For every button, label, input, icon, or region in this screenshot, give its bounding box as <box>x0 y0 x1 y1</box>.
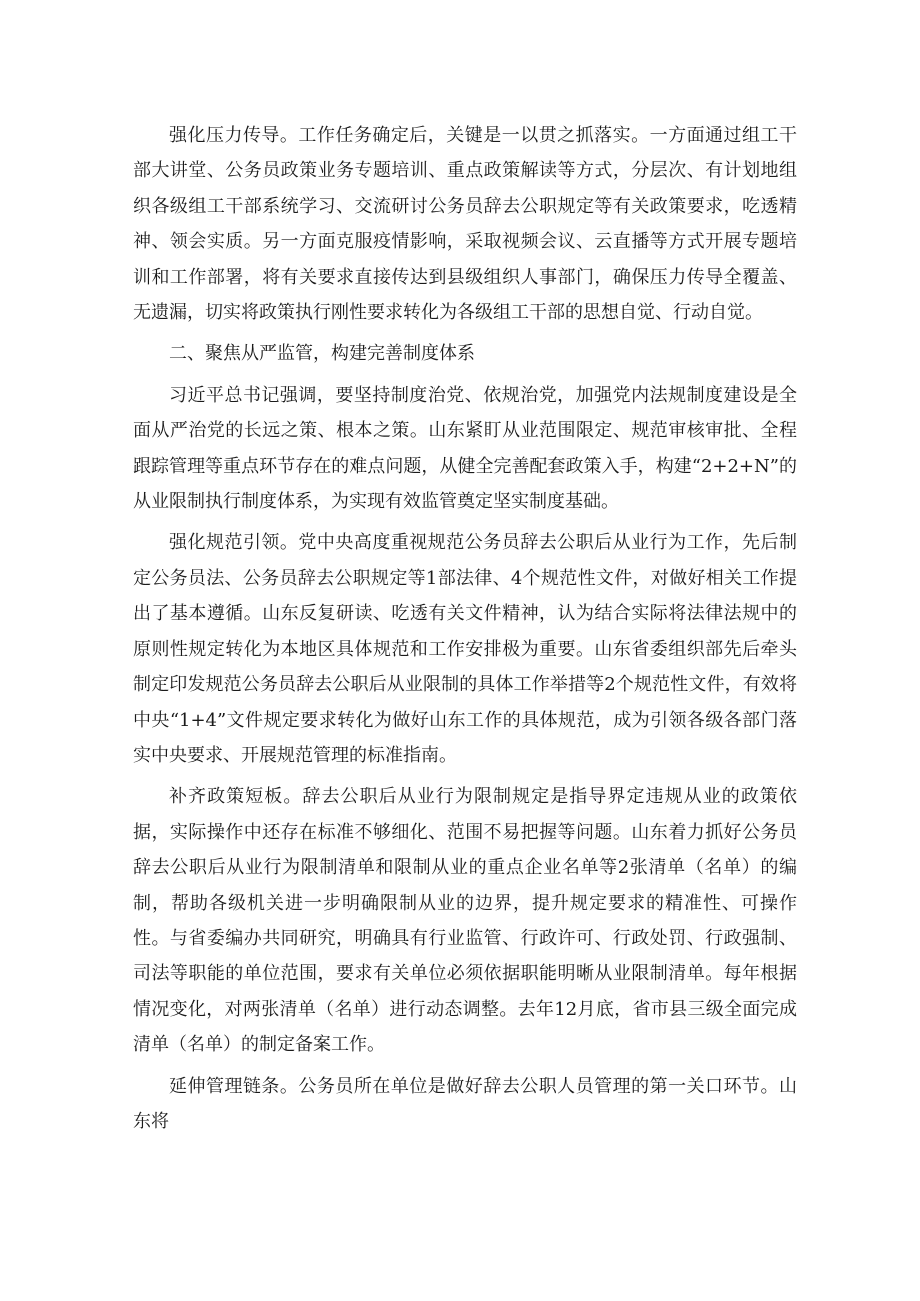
paragraph-policy-gaps: 补齐政策短板。辞去公职后从业行为限制规定是指导界定违规从业的政策依据，实际操作中还存在标准不够细化、范围不易把握等问题。山东着力抓好公务员辞去公职后从业行为限制清单和限制从业的重点企业名单等2张清单（名单）的编制，帮助各级机关进一步明确限制从业的边界，提升规定要求的精准性、可操作性。与省委编办共同研究，明确具有行业监管、行政许可、行政处罚、行政强制、司法等职能的单位范围，要求有关单位必须依据职能明晰从业限制清单。每年根据情况变化，对两张清单（名单）进行动态调整。去年12月底，省市县三级全面完成清单（名单）的制定备案工作。 <box>133 786 797 1056</box>
paragraph-pressure-transmission: 强化压力传导。工作任务确定后，关键是一以贯之抓落实。一方面通过组工干部大讲堂、公务员政策业务专题培训、重点政策解读等方式，分层次、有计划地组织各级组工干部系统学习、交流研讨公务员辞去公职规定等有关政策要求，吃透精神、领会实质。另一方面克服疫情影响，采取视频会议、云直播等方式开展专题培训和工作部署，将有关要求直接传达到县级组织人事部门，确保压力传导全覆盖、无遗漏，切实将政策执行刚性要求转化为各级组工干部的思想自觉、行动自觉。 <box>133 125 797 324</box>
paragraph-standard-guidance: 强化规范引领。党中央高度重视规范公务员辞去公职后从业行为工作，先后制定公务员法、公务员辞去公职规定等1部法律、4个规范性文件，对做好相关工作提出了基本遵循。山东反复研读、吃透有关文件精神，认为结合实际将法律法规中的原则性规定转化为本地区具体规范和工作安排极为重要。山东省委组织部先后牵头制定印发规范公务员辞去公职后从业限制的具体工作举措等2个规范性文件，有效将中央“1+4”文件规定要求转化为做好山东工作的具体规范，成为引领各级各部门落实中央要求、开展规范管理的标准指南。 <box>133 532 797 766</box>
document-body <box>133 118 797 1145</box>
paragraph-management-chain: 延伸管理链条。公务员所在单位是做好辞去公职人员管理的第一关口环节。山东将 <box>133 1075 797 1132</box>
section-heading-two: 二、聚焦从严监管，构建完善制度体系 <box>169 343 475 365</box>
paragraph-institutional-governance: 习近平总书记强调，要坚持制度治党、依规治党，加强党内法规制度建设是全面从严治党的长远之策、根本之策。山东紧盯从业范围限定、规范审核审批、全程跟踪管理等重点环节存在的难点问题，从健全完善配套政策入手，构建“2+2+N”的从业限制执行制度体系，为实现有效监管奠定坚实制度基础。 <box>133 384 797 513</box>
